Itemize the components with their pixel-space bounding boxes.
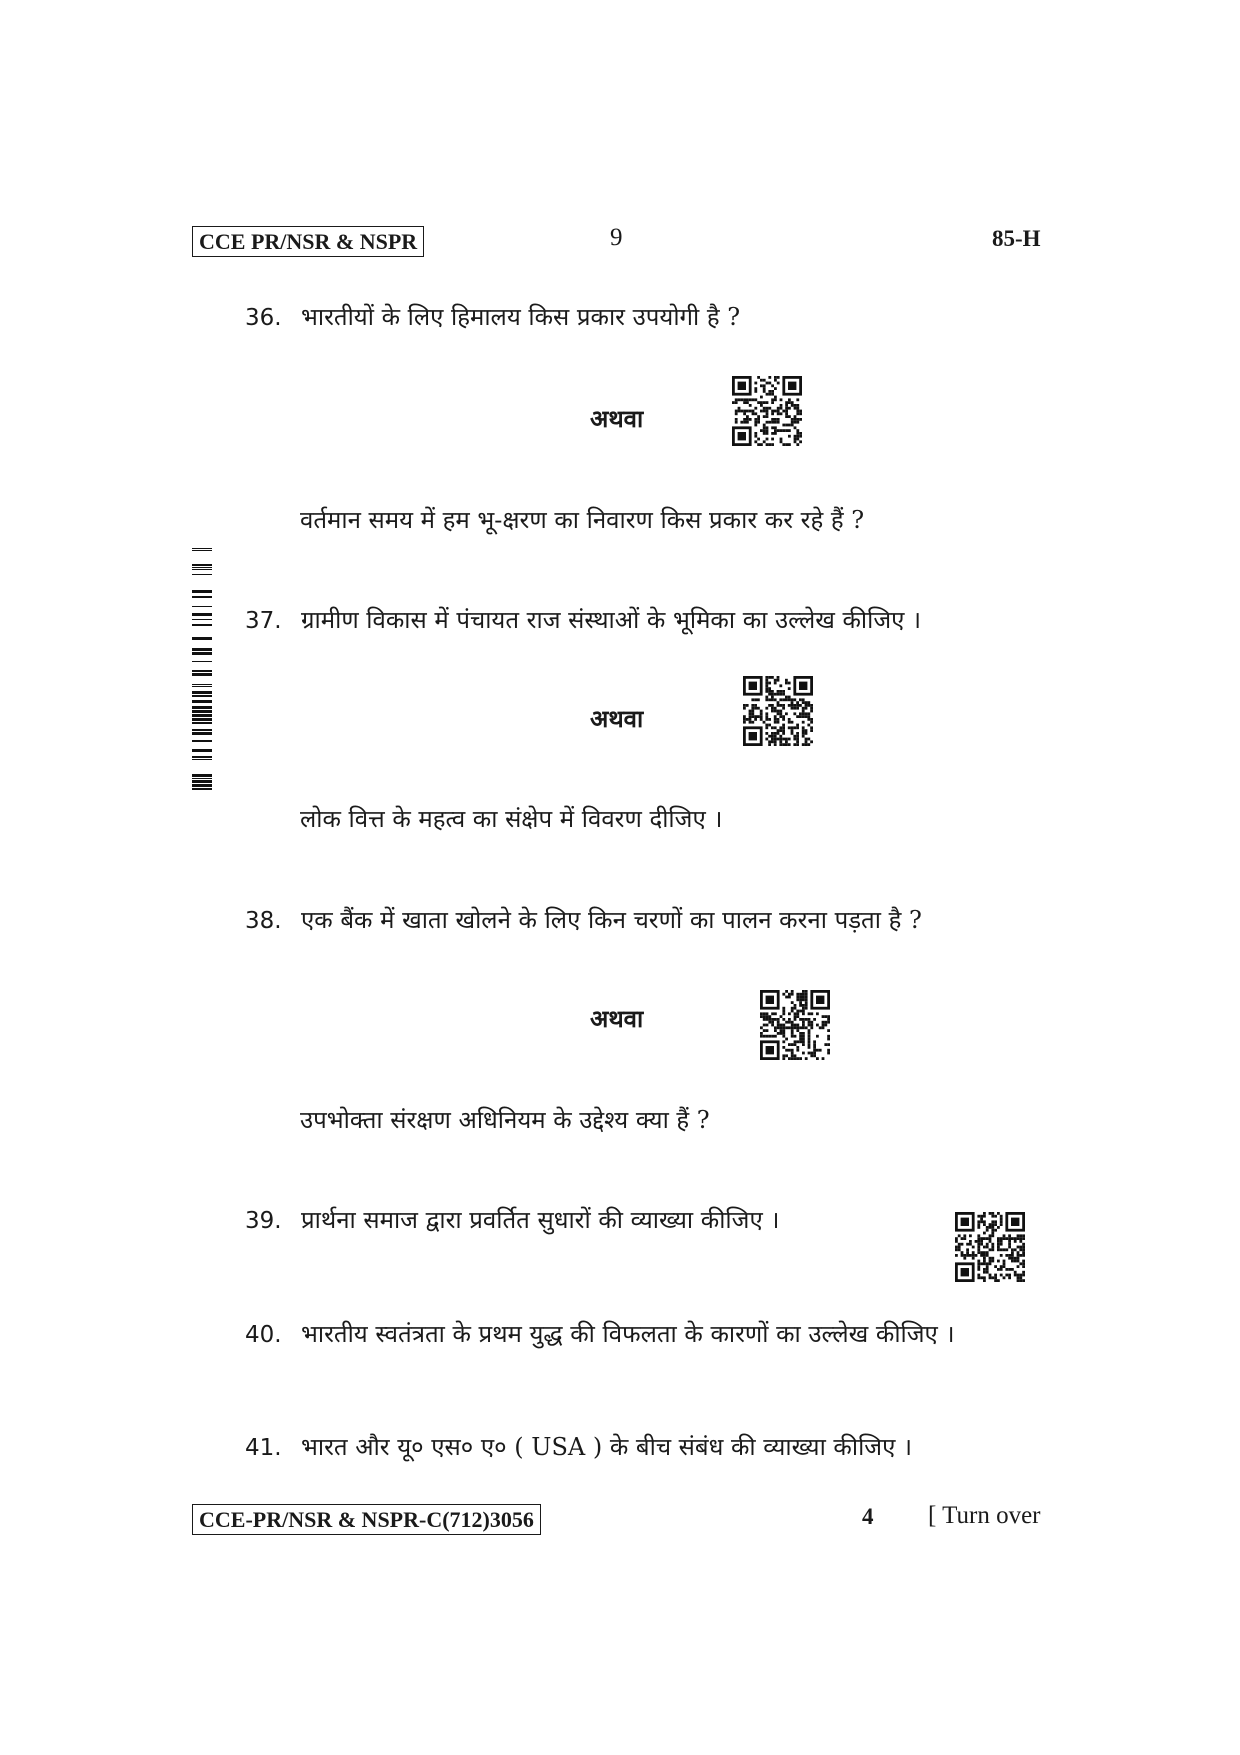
question-number: 37.: [245, 608, 282, 634]
barcode-icon: [192, 540, 212, 795]
question-41: [245, 1430, 912, 1463]
question-text: भारतीय स्वतंत्रता के प्रथम युद्ध की विफलता के कारणों का उल्लेख कीजिए ।: [301, 1320, 955, 1348]
question-37: [245, 603, 921, 636]
question-text: ग्रामीण विकास में पंचायत राज संस्थाओं के भूमिका का उल्लेख कीजिए ।: [301, 606, 922, 634]
question-number: 39.: [245, 1208, 282, 1234]
question-39: [245, 1203, 779, 1236]
question-text: भारतीयों के लिए हिमालय किस प्रकार उपयोगी है ?: [301, 303, 741, 331]
question-number: 38.: [245, 908, 282, 934]
or-label: अथवा: [590, 1004, 644, 1033]
header-code: CCE PR/NSR & NSPR: [192, 226, 424, 257]
qr-code-icon: [760, 990, 830, 1060]
question-37-alternative: लोक वित्त के महत्व का संक्षेप में विवरण दीजिए ।: [300, 805, 723, 833]
turn-over-label: [ Turn over: [928, 1502, 1041, 1529]
question-40: [245, 1317, 955, 1350]
question-36: [245, 300, 740, 333]
qr-code-icon: [955, 1212, 1025, 1282]
paper-code: 85-H: [992, 226, 1041, 251]
question-number: 36.: [245, 305, 282, 331]
question-38: [245, 903, 922, 936]
question-number: 41.: [245, 1435, 282, 1461]
qr-code-icon: [732, 376, 802, 446]
footer-code: CCE-PR/NSR & NSPR-C(712)3056: [192, 1504, 541, 1535]
question-text: प्रार्थना समाज द्वारा प्रवर्तित सुधारों की व्याख्या कीजिए ।: [301, 1206, 780, 1234]
question-text: भारत और यू० एस० ए० ( USA ) के बीच संबंध की व्याख्या कीजिए ।: [301, 1433, 913, 1461]
question-38-alternative: उपभोक्ता संरक्षण अधिनियम के उद्देश्य क्या हैं ?: [300, 1106, 710, 1134]
qr-code-icon: [743, 676, 813, 746]
question-number: 40.: [245, 1322, 282, 1348]
or-label: अथवा: [590, 404, 644, 433]
question-text: एक बैंक में खाता खोलने के लिए किन चरणों का पालन करना पड़ता है ?: [301, 906, 922, 934]
sheet-number: 4: [862, 1504, 874, 1529]
page-number: 9: [610, 224, 623, 251]
or-label: अथवा: [590, 704, 644, 733]
question-36-alternative: वर्तमान समय में हम भू-क्षरण का निवारण किस प्रकार कर रहे हैं ?: [300, 506, 865, 534]
